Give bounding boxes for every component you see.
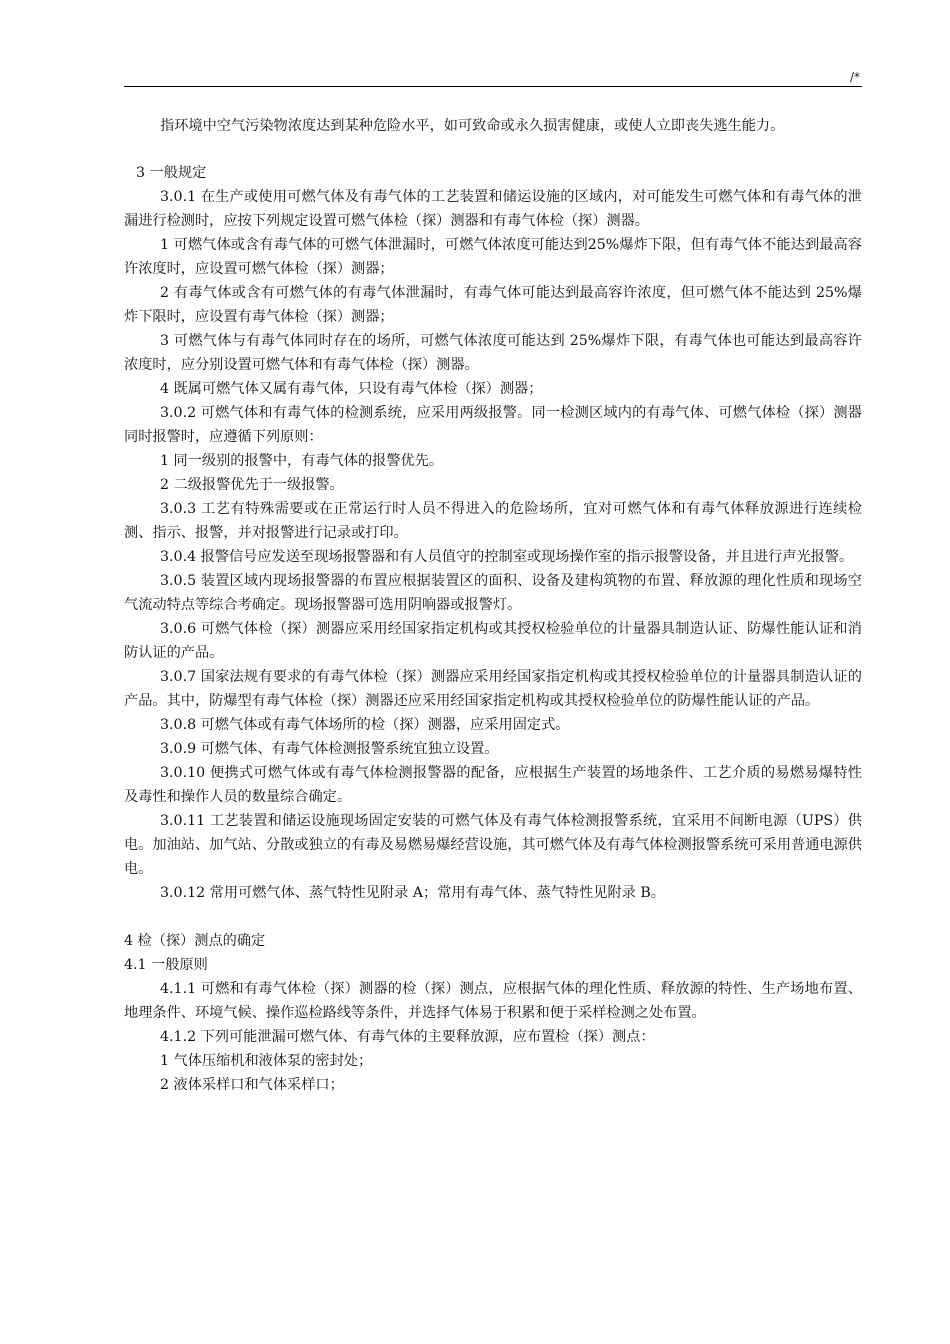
- header-divider: [124, 86, 862, 87]
- clause-3-0-12: 3.0.12 常用可燃气体、蒸气特性见附录 A；常用有毒气体、蒸气特性见附录 B。: [160, 885, 665, 901]
- clause-3-0-3: 3.0.3 工艺有特殊需要或在正常运行时人员不得进入的危险场所，宜对可燃气体和有毒气体释放源进行连续检测、指示、报警，并对报警进行记录或打印。: [124, 501, 862, 541]
- clause-4-1-2-item-2: 2 液体采样口和气体采样口；: [160, 1077, 344, 1093]
- clause-3-0-7: 3.0.7 国家法规有要求的有毒气体检（探）测器应采用经国家指定机构或其授权检验单位的计量器具制造认证的产品。其中，防爆型有毒气体检（探）测器还应采用经国家指定机构或其授权检验单位的防爆性能认证的产品。: [124, 669, 862, 709]
- clause-3-0-6: 3.0.6 可燃气体检（探）测器应采用经国家指定机构或其授权检验单位的计量器具制造认证、防爆性能认证和消防认证的产品。: [124, 621, 862, 661]
- clause-4-1-2: 4.1.2 下列可能泄漏可燃气体、有毒气体的主要释放源，应布置检（探）测点：: [160, 1029, 655, 1045]
- section-4-heading: 4 检（探）测点的确定: [124, 933, 266, 949]
- clause-3-0-10: 3.0.10 便携式可燃气体或有毒气体检测报警器的配备，应根据生产装置的场地条件、工艺介质的易燃易爆特性及毒性和操作人员的数量综合确定。: [124, 765, 862, 805]
- subsection-4-1-heading: 4.1 一般原则: [124, 957, 208, 973]
- clause-3-0-11: 3.0.11 工艺装置和储运设施现场固定安装的可燃气体及有毒气体检测报警系统，宜采用不间断电源（UPS）供电。加油站、加气站、分散或独立的有毒及易燃易爆经营设施，其可燃气体及有毒气体检测报警系统可采用普通电源供电。: [124, 813, 862, 877]
- intro-paragraph: 指环境中空气污染物浓度达到某种危险水平，如可致命或永久损害健康，或使人立即丧失逃生能力。: [160, 118, 785, 134]
- clause-4-1-1: 4.1.1 可燃和有毒气体检（探）测器的检（探）测点，应根据气体的理化性质、释放源的特性、生产场地布置、地理条件、环境气候、操作巡检路线等条件，并选择气体易于积累和便于采样检测之处布置。: [124, 981, 862, 1021]
- clause-3-0-1-item-3: 3 可燃气体与有毒气体同时存在的场所，可燃气体浓度可能达到 25%爆炸下限，有毒气体也可能达到最高容许浓度时，应分别设置可燃气体和有毒气体检（探）测器。: [124, 333, 862, 373]
- document-body: [124, 114, 862, 1097]
- clause-3-0-4: 3.0.4 报警信号应发送至现场报警器和有人员值守的控制室或现场操作室的指示报警设备，并且进行声光报警。: [160, 549, 854, 565]
- section-3-heading: 3 一般规定: [136, 165, 207, 181]
- clause-3-0-1-item-4: 4 既属可燃气体又属有毒气体，只设有毒气体检（探）测器；: [160, 381, 543, 397]
- clause-3-0-9: 3.0.9 可燃气体、有毒气体检测报警系统宜独立设置。: [160, 741, 499, 757]
- clause-4-1-2-item-1: 1 气体压缩机和液体泵的密封处；: [160, 1053, 373, 1069]
- clause-3-0-2-item-1: 1 同一级别的报警中，有毒气体的报警优先。: [160, 453, 444, 469]
- clause-3-0-8: 3.0.8 可燃气体或有毒气体场所的检（探）测器，应采用固定式。: [160, 717, 570, 733]
- clause-3-0-2-item-2: 2 二级报警优先于一级报警。: [160, 477, 344, 493]
- clause-3-0-5: 3.0.5 装置区域内现场报警器的布置应根据装置区的面积、设备及建构筑物的布置、释放源的理化性质和现场空气流动特点等综合考确定。现场报警器可选用阴响器或报警灯。: [124, 573, 862, 613]
- clause-3-0-1: 3.0.1 在生产或使用可燃气体及有毒气体的工艺装置和储运设施的区域内，对可能发生可燃气体和有毒气体的泄漏进行检测时，应按下列规定设置可燃气体检（探）测器和有毒气体检（探）测器。: [124, 189, 862, 229]
- clause-3-0-1-item-1: 1 可燃气体或含有毒气体的可燃气体泄漏时，可燃气体浓度可能达到25%爆炸下限，但有毒气体不能达到最高容许浓度时，应设置可燃气体检（探）测器；: [124, 237, 862, 277]
- clause-3-0-1-item-2: 2 有毒气体或含有可燃气体的有毒气体泄漏时，有毒气体可能达到最高容许浓度，但可燃气体不能达到 25%爆炸下限时，应设置有毒气体检（探）测器；: [124, 285, 862, 325]
- clause-3-0-2: 3.0.2 可燃气体和有毒气体的检测系统，应采用两级报警。同一检测区域内的有毒气体、可燃气体检（探）测器同时报警时，应遵循下列原则：: [124, 405, 862, 445]
- page-header-mark: /*: [849, 70, 860, 84]
